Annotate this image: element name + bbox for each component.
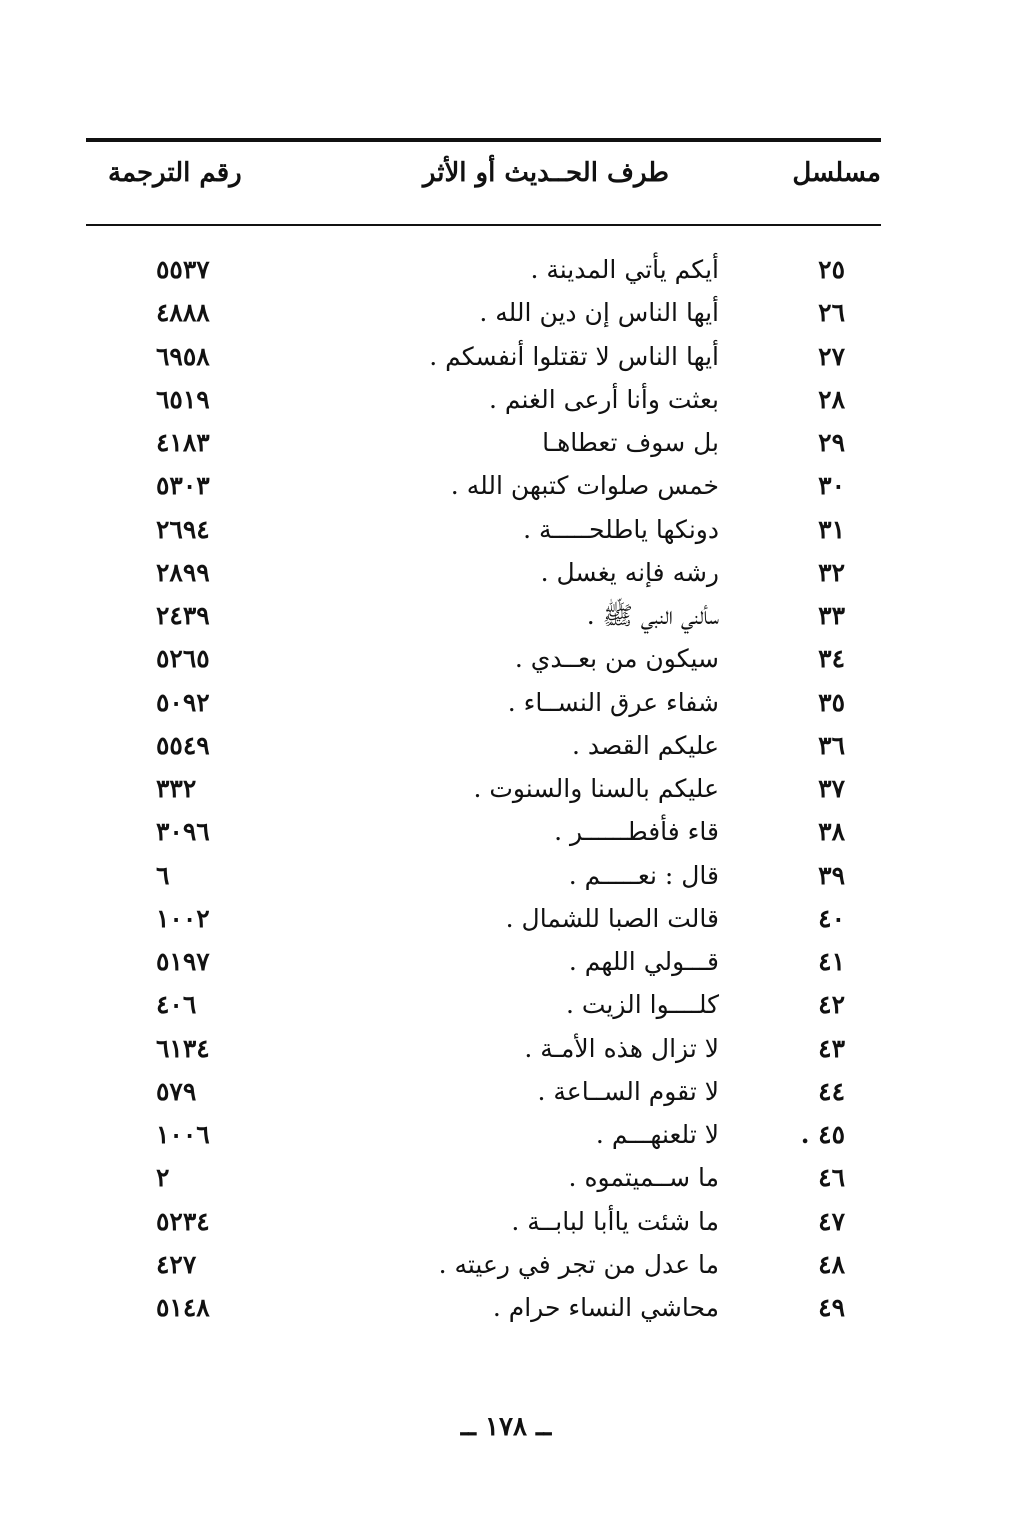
- table-row: [86, 248, 881, 291]
- serial-cell: ٣٧: [818, 774, 845, 803]
- serial-cell: ٣١: [818, 514, 845, 544]
- tarjama-cell: ٥٢٦٥: [156, 644, 210, 674]
- tarjama-cell: ٦٩٥٨: [156, 341, 210, 371]
- serial-cell: ٣٢: [818, 557, 845, 587]
- table-row: [86, 1027, 881, 1070]
- table-row: [86, 1156, 881, 1199]
- table-row: [86, 291, 881, 334]
- hadith-cell: لا تقوم الســاعة .: [537, 1076, 719, 1106]
- hadith-cell: بعثت وأنا أرعى الغنم .: [488, 384, 719, 414]
- hadith-cell: سيكون من بعــدي .: [514, 644, 719, 674]
- serial-cell: ٤٥ .: [800, 1120, 845, 1149]
- hadith-cell: قـــولي اللهم .: [568, 947, 719, 976]
- header-hadith: طرف الحــديث أو الأثر: [422, 158, 669, 188]
- serial-cell: ٤٠: [818, 903, 845, 933]
- hadith-cell: قاء فأفطــــــر .: [554, 817, 719, 847]
- tarjama-cell: ٢٤٣٩: [156, 601, 210, 630]
- tarjama-cell: ٣٠٩٦: [156, 817, 210, 847]
- tarjama-cell: ٦١٣٤: [156, 1033, 210, 1063]
- serial-cell: ٣٤: [818, 644, 845, 674]
- tarjama-cell: ٤٨٨٨: [156, 298, 210, 328]
- table-row: [86, 1070, 881, 1113]
- hadith-cell: لا تلعنهـــم .: [595, 1120, 719, 1149]
- tarjama-cell: ٥٥٣٧: [156, 255, 210, 284]
- serial-cell: ٤٧: [818, 1206, 845, 1236]
- tarjama-cell: ٤٠٦: [156, 990, 197, 1020]
- table-row: [86, 508, 881, 551]
- hadith-cell: قال : نعـــــم .: [568, 860, 719, 890]
- tarjama-cell: ٥٧٩: [156, 1076, 197, 1106]
- hadith-cell: ما شئت ياأبا لبابــة .: [511, 1206, 719, 1236]
- tarjama-cell: ٣٣٢: [156, 774, 197, 803]
- tarjama-cell: ١٠٠٢: [156, 903, 210, 933]
- hadith-cell: بل سوف تعطاهـا: [542, 428, 719, 457]
- serial-cell: ٣٩: [818, 860, 845, 890]
- tarjama-cell: ٥١٩٧: [156, 947, 210, 976]
- serial-cell: ٣٣: [818, 601, 845, 630]
- hadith-cell: محاشي النساء حرام .: [492, 1293, 719, 1322]
- hadith-cell: أيكم يأتي المدينة .: [530, 255, 719, 284]
- hadith-cell: ما ســميتموه .: [568, 1163, 719, 1193]
- tarjama-cell: ٦٥١٩: [156, 384, 210, 414]
- hadith-cell: ما عدل من تجر في رعيته .: [438, 1249, 719, 1279]
- hadith-cell: قالت الصبا للشمال .: [505, 903, 719, 933]
- serial-cell: ٤١: [818, 947, 845, 976]
- tarjama-cell: ٢٦٩٤: [156, 514, 210, 544]
- serial-cell: ٣٠: [818, 471, 845, 501]
- tarjama-cell: ٢: [156, 1163, 170, 1193]
- serial-cell: ٢٦: [818, 298, 845, 328]
- table-row: [86, 897, 881, 940]
- table-row: [86, 1200, 881, 1243]
- serial-cell: ٤٣: [818, 1033, 845, 1063]
- serial-cell: ٤٦: [818, 1163, 845, 1193]
- hadith-cell: أيها الناس لا تقتلوا أنفسكم .: [429, 341, 719, 371]
- table-row: [86, 551, 881, 594]
- header-serial: مسلسل: [792, 158, 881, 188]
- table-row: [86, 983, 881, 1026]
- tarjama-cell: ٥٣٠٣: [156, 471, 210, 501]
- tarjama-cell: ٤١٨٣: [156, 428, 210, 457]
- header-top-rule: [86, 138, 881, 142]
- hadith-cell: رشه فإنه يغسل .: [540, 557, 719, 587]
- serial-cell: ٣٥: [818, 687, 845, 717]
- hadith-cell: لا تزال هذه الأمـة .: [524, 1033, 719, 1063]
- serial-cell: ٤٢: [818, 990, 845, 1020]
- serial-cell: ٣٨: [818, 817, 845, 847]
- hadith-cell: عليكم بالسنا والسنوت .: [473, 774, 719, 803]
- hadith-cell: شفاء عرق النســاء .: [507, 687, 719, 717]
- serial-cell: ٣٦: [818, 730, 845, 760]
- table-row: [86, 681, 881, 724]
- table-row: [86, 767, 881, 810]
- serial-cell: ٤٩: [818, 1293, 845, 1322]
- tarjama-cell: ٢٨٩٩: [156, 557, 210, 587]
- hadith-cell: سألني النبي ﷺ .: [586, 601, 719, 630]
- hadith-cell: دونكها ياطلحـــــة .: [523, 514, 719, 544]
- serial-cell: ٢٨: [818, 384, 845, 414]
- table-row: [86, 421, 881, 464]
- tarjama-cell: ٥٢٣٤: [156, 1206, 210, 1236]
- serial-cell: ٤٨: [818, 1249, 845, 1279]
- table-body: [86, 248, 881, 1329]
- table-row: [86, 378, 881, 421]
- table-row: [86, 637, 881, 680]
- page-number: ــ ١٧٨ ــ: [460, 1412, 552, 1442]
- hadith-cell: خمس صلوات كتبهن الله .: [450, 471, 719, 501]
- tarjama-cell: ٥١٤٨: [156, 1293, 210, 1322]
- serial-cell: ٢٥: [818, 255, 845, 284]
- hadith-cell: كلــــوا الزيت .: [565, 990, 719, 1020]
- serial-cell: ٢٩: [818, 428, 845, 457]
- table-header: [86, 150, 881, 210]
- table-row: [86, 940, 881, 983]
- tarjama-cell: ٥٥٤٩: [156, 730, 210, 760]
- tarjama-cell: ٤٢٧: [156, 1249, 197, 1279]
- tarjama-cell: ٥٠٩٢: [156, 687, 210, 717]
- table-row: [86, 810, 881, 853]
- table-row: [86, 1243, 881, 1286]
- table-row: [86, 464, 881, 507]
- table-row: [86, 724, 881, 767]
- table-row: [86, 854, 881, 897]
- serial-cell: ٢٧: [818, 341, 845, 371]
- tarjama-cell: ١٠٠٦: [156, 1120, 210, 1149]
- serial-cell: ٤٤: [818, 1076, 845, 1106]
- tarjama-cell: ٦: [156, 860, 170, 890]
- header-tarjama: رقم الترجمة: [108, 158, 242, 188]
- hadith-cell: عليكم القصد .: [571, 730, 719, 760]
- hadith-cell: أيها الناس إن دين الله .: [479, 298, 719, 328]
- table-row: [86, 1286, 881, 1329]
- table-row: [86, 1113, 881, 1156]
- table-row: [86, 594, 881, 637]
- header-bottom-rule: [86, 224, 881, 226]
- table-row: [86, 335, 881, 378]
